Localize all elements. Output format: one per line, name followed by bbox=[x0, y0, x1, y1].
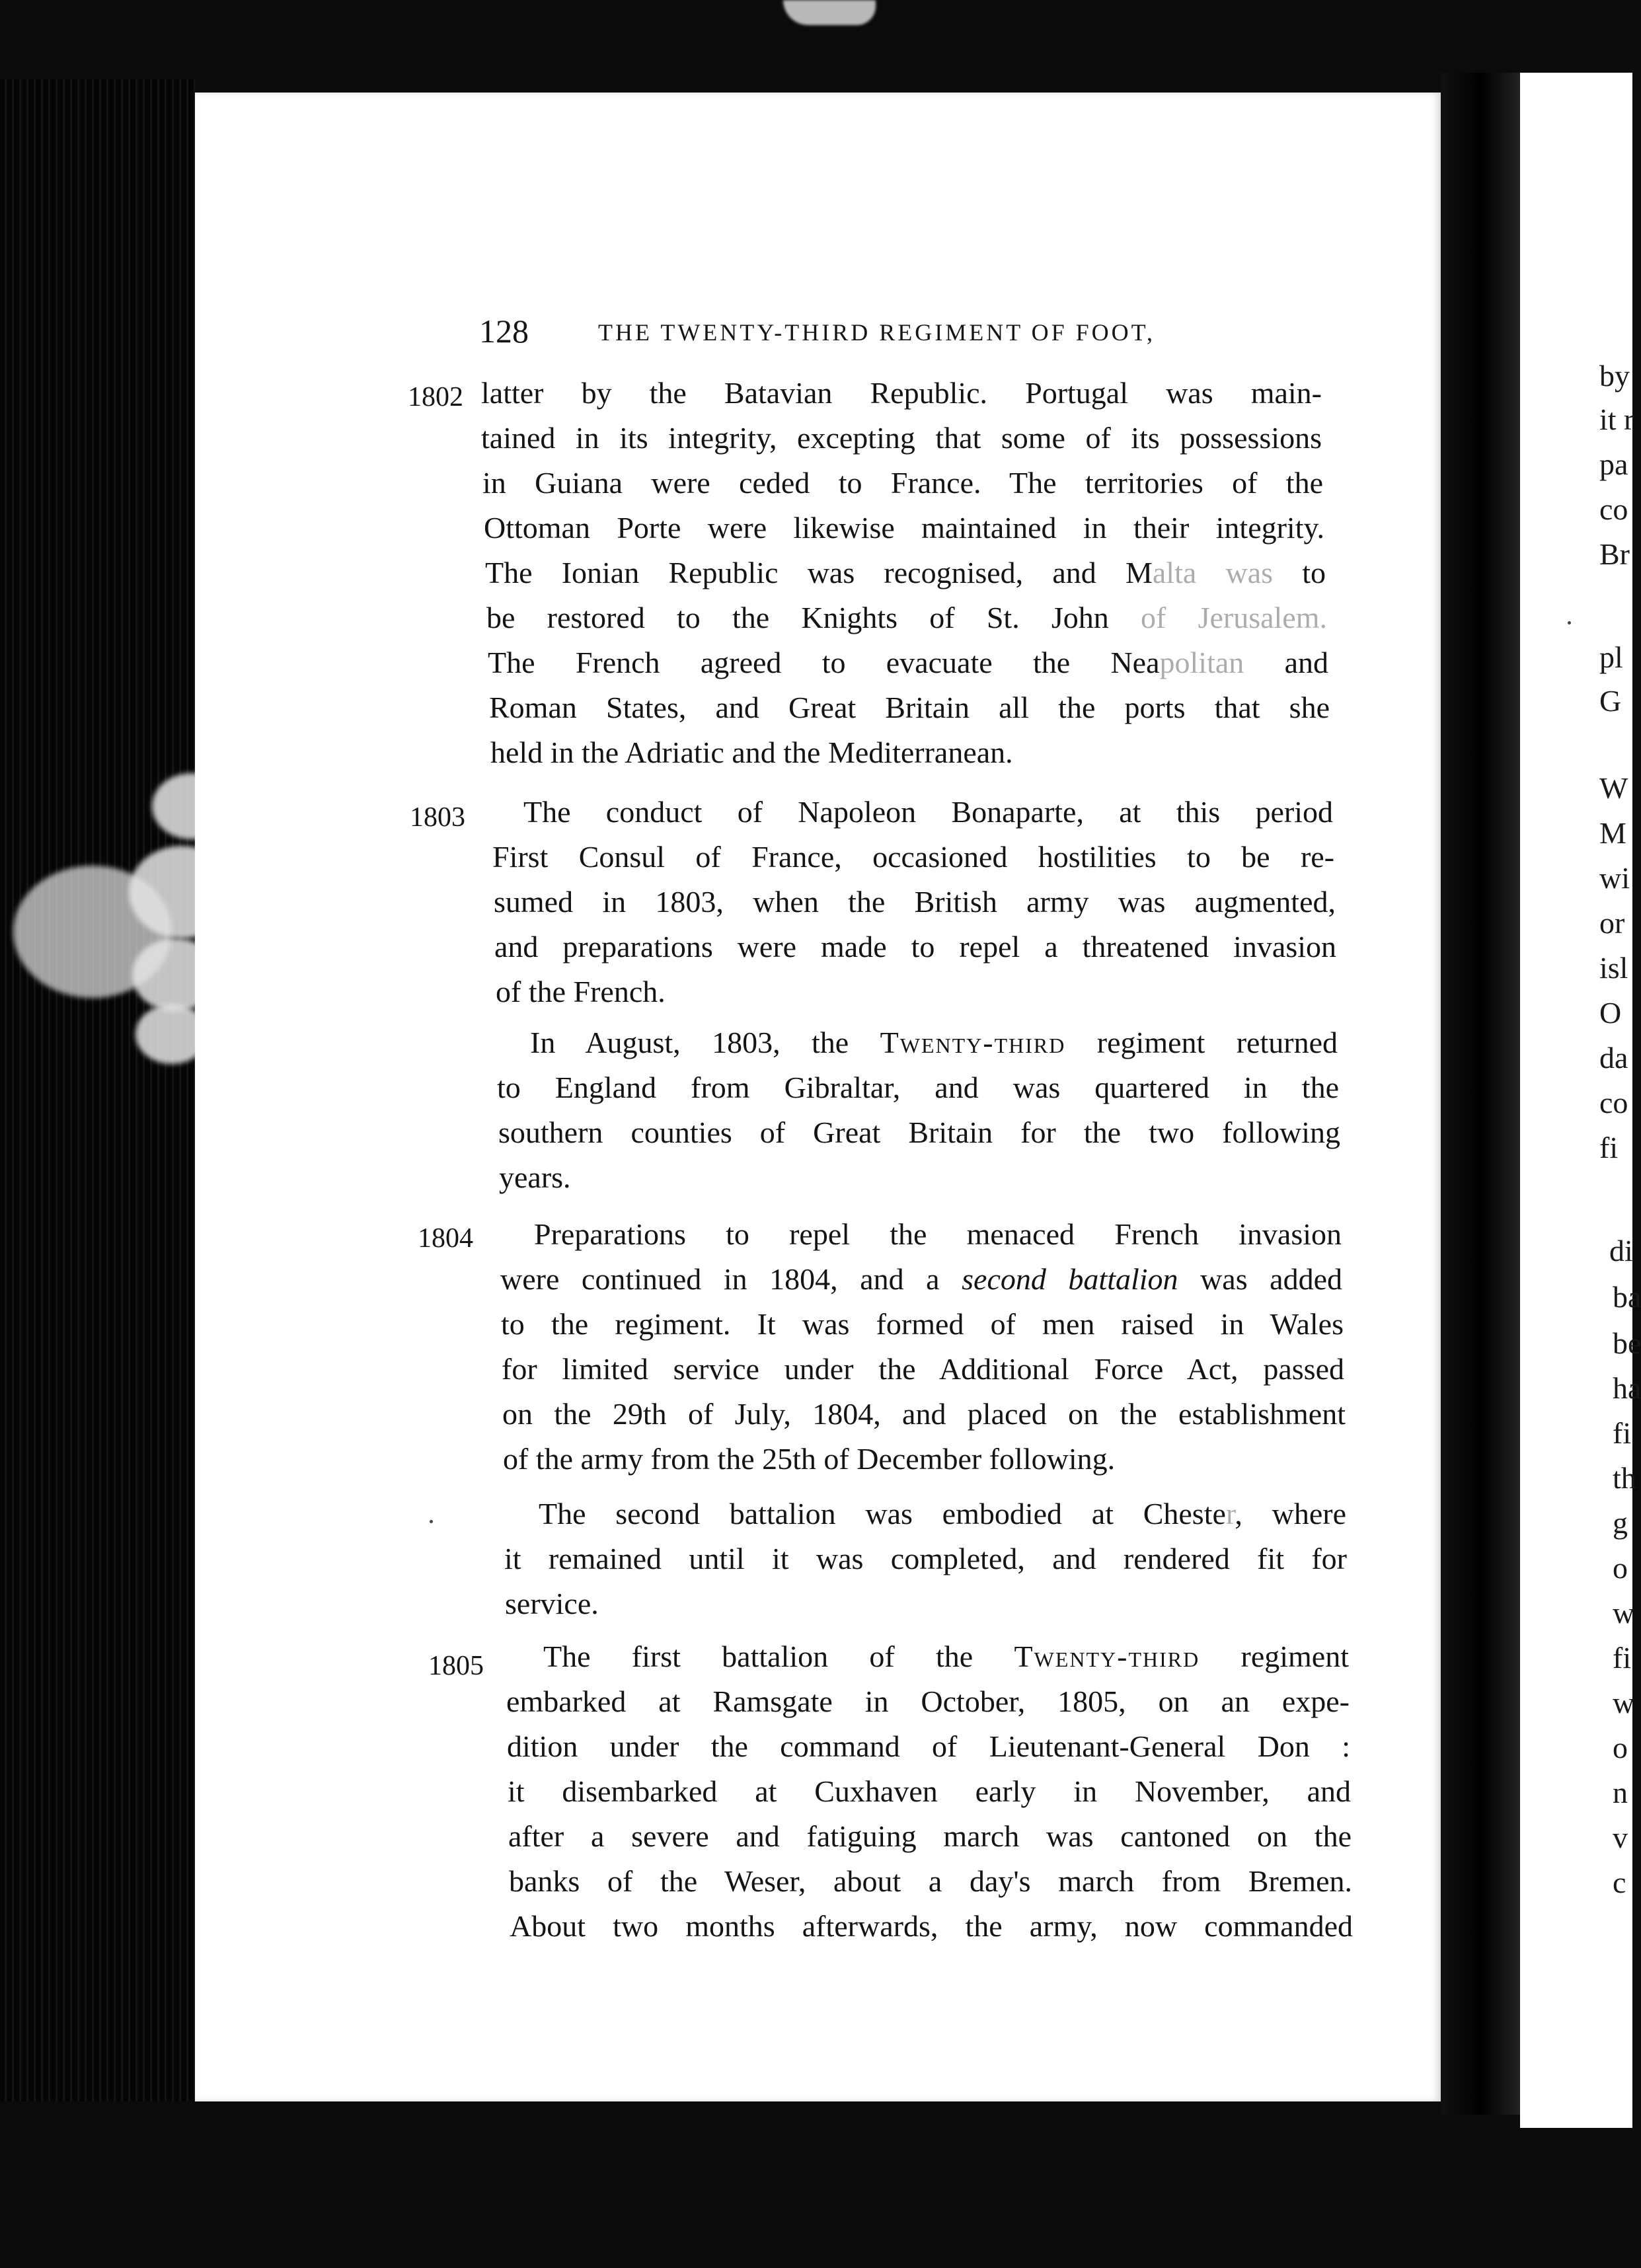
text-line: years. bbox=[499, 1160, 571, 1194]
text-line: in Guiana were ceded to France. The territories of the bbox=[482, 466, 1323, 500]
facing-page-fragment: pl bbox=[1599, 640, 1623, 674]
facing-page-fragment: g bbox=[1613, 1506, 1628, 1540]
facing-page-fragment: pa bbox=[1599, 447, 1628, 481]
facing-page-fragment: co bbox=[1599, 1086, 1628, 1119]
text-line: it disembarked at Cuxhaven early in November, and bbox=[508, 1774, 1351, 1808]
text-line: and preparations were made to repel a threatened invasion bbox=[494, 930, 1336, 964]
facing-page-fragment: w bbox=[1613, 1686, 1635, 1720]
margin-year-1802: 1802 bbox=[408, 382, 463, 412]
page-number: 128 bbox=[479, 313, 529, 350]
text-line: to the regiment. It was formed of men raised in Wales bbox=[501, 1307, 1344, 1341]
facing-page-fragment: c bbox=[1613, 1866, 1626, 1899]
text-line: to England from Gibraltar, and was quartered in the bbox=[497, 1071, 1339, 1104]
facing-page-fragment: ba bbox=[1613, 1280, 1641, 1314]
text-line: on the 29th of July, 1804, and placed on the establishment bbox=[502, 1397, 1346, 1431]
facing-page-fragment: v bbox=[1613, 1821, 1628, 1854]
facing-page-fragment: fi bbox=[1613, 1416, 1632, 1450]
facing-page-fragment: Br bbox=[1599, 537, 1630, 571]
running-head bbox=[479, 312, 1272, 352]
margin-year-1805: 1805 bbox=[428, 1651, 484, 1681]
facing-page bbox=[1520, 73, 1641, 2128]
margin-year-1804: 1804 bbox=[418, 1223, 473, 1254]
text-line: The second battalion was embodied at Chester, where bbox=[539, 1497, 1346, 1531]
text-line: embarked at Ramsgate in October, 1805, on an expe- bbox=[506, 1684, 1350, 1718]
text-line: The first battalion of the Twenty-third regiment bbox=[543, 1640, 1349, 1673]
margin-year-1803: 1803 bbox=[410, 802, 465, 833]
book-gutter bbox=[1441, 73, 1520, 2115]
text-line: of the army from the 25th of December following. bbox=[503, 1442, 1116, 1476]
facing-page-fragment: o bbox=[1613, 1551, 1628, 1585]
text-line: Ottoman Porte were likewise maintained in their integrity. bbox=[484, 511, 1324, 545]
facing-page-fragment: by bbox=[1599, 359, 1630, 393]
facing-page-fragment: G bbox=[1599, 684, 1622, 718]
text-line: of the French. bbox=[496, 975, 666, 1008]
facing-page-fragment: n bbox=[1613, 1776, 1628, 1809]
text-line: Roman States, and Great Britain all the ports that she bbox=[489, 691, 1330, 724]
text-line: service. bbox=[505, 1587, 599, 1620]
facing-page-fragment: wi bbox=[1599, 861, 1630, 895]
facing-page-fragment: di bbox=[1609, 1234, 1633, 1267]
facing-page-fragment: be bbox=[1613, 1326, 1641, 1360]
facing-page-fragment: fi bbox=[1599, 1131, 1619, 1164]
running-title: THE TWENTY-THIRD REGIMENT OF FOOT, bbox=[598, 319, 1155, 346]
facing-page-fragment: co bbox=[1599, 492, 1628, 526]
text-line: after a severe and fatiguing march was cantoned on the bbox=[508, 1819, 1352, 1853]
facing-page-fragment: o bbox=[1613, 1731, 1628, 1764]
scan-artifact-top bbox=[783, 0, 876, 25]
facing-page-fragment: da bbox=[1599, 1041, 1628, 1075]
text-line: About two months afterwards, the army, now commanded bbox=[510, 1909, 1353, 1943]
text-line: The conduct of Napoleon Bonaparte, at this period bbox=[523, 795, 1333, 829]
ink-speck bbox=[1568, 621, 1571, 624]
text-line: latter by the Batavian Republic. Portugal was main- bbox=[481, 376, 1322, 410]
text-line: southern counties of Great Britain for the two following bbox=[498, 1115, 1340, 1149]
text-line: banks of the Weser, about a day's march from Bremen. bbox=[509, 1864, 1352, 1898]
text-line: In August, 1803, the Twenty-third regiment returned bbox=[530, 1026, 1338, 1059]
facing-page-fragment: th bbox=[1613, 1461, 1636, 1495]
facing-page-fragment: or bbox=[1599, 906, 1625, 940]
facing-page-fragment: it r bbox=[1599, 402, 1634, 436]
facing-page-fragment: O bbox=[1599, 996, 1622, 1030]
text-line: First Consul of France, occasioned hostilities to be re- bbox=[492, 840, 1334, 874]
text-line: were continued in 1804, and a second battalion was added bbox=[500, 1262, 1343, 1296]
facing-page-fragment: isl bbox=[1599, 951, 1628, 985]
text-line: tained in its integrity, excepting that some of its possessions bbox=[481, 421, 1322, 455]
facing-page-fragment: w bbox=[1613, 1596, 1635, 1630]
text-line: held in the Adriatic and the Mediterranean. bbox=[490, 736, 1013, 769]
ink-speck bbox=[430, 1520, 433, 1523]
facing-page-fragment: ha bbox=[1613, 1371, 1641, 1405]
text-line: be restored to the Knights of St. John of Jerusalem. bbox=[486, 601, 1327, 634]
facing-page-fragment: W bbox=[1599, 771, 1628, 805]
text-line: it remained until it was completed, and rendered fit for bbox=[504, 1542, 1347, 1575]
text-line: The Ionian Republic was recognised, and Malta was to bbox=[485, 556, 1326, 589]
facing-page-fragment: M bbox=[1599, 816, 1626, 850]
book-page-edges bbox=[0, 79, 195, 2101]
text-line: Preparations to repel the menaced French invasion bbox=[534, 1217, 1342, 1251]
text-line: for limited service under the Additional Force Act, passed bbox=[502, 1352, 1344, 1386]
text-line: dition under the command of Lieutenant-General Don : bbox=[507, 1729, 1350, 1763]
text-line: The French agreed to evacuate the Neapolitan and bbox=[488, 646, 1328, 679]
text-line: sumed in 1803, when the British army was augmented, bbox=[494, 885, 1336, 919]
facing-page-fragment: fi bbox=[1613, 1641, 1632, 1675]
